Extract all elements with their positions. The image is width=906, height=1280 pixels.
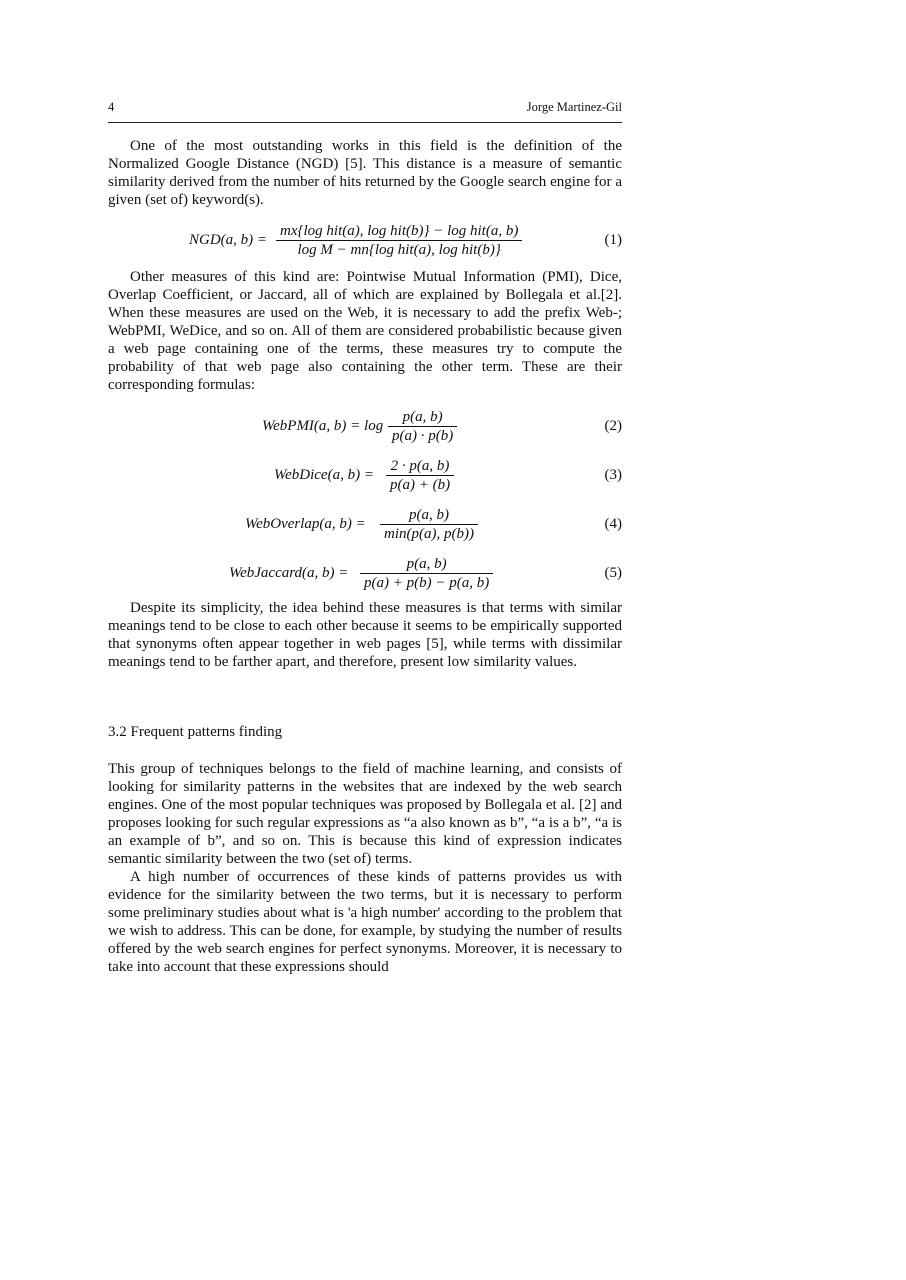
paragraph-other-measures: Other measures of this kind are: Pointwise Mutual Information (PMI), Dice, Overlap Coefficient, or Jaccard, all of which are explained by Bollegala et al.[2]. When these measures are used on the Web, it is necessary to add the prefix Web-; WebPMI, WeDice, and so on. All of them are considered probabilistic because given a web page containing one of the terms, these measures try to compute the probability of that web page also containing the other term. These are their corresponding formulas:: [108, 269, 622, 393]
header-rule: [108, 122, 622, 123]
equation-2-numerator: p(a, b): [402, 409, 443, 425]
equation-1-numerator: mx{log hit(a), log hit(b)} − log hit(a, b): [280, 223, 519, 239]
paragraph-ngd-intro: One of the most outstanding works in this field is the definition of the Normalized Google Distance (NGD) [5]. This distance is a measure of semantic similarity derived from the number of hits returned by the Google search engine for a given (set of) keyword(s).: [108, 138, 622, 208]
equation-4: [108, 506, 622, 546]
equation-3: [108, 457, 622, 497]
equation-4-number: (4): [604, 516, 622, 532]
equation-3-fraction: [386, 457, 454, 494]
equation-1: [108, 222, 622, 262]
equation-1-fraction: [276, 222, 522, 259]
equation-2: [108, 408, 622, 448]
equation-5: [108, 555, 622, 595]
equation-5-fraction: [360, 555, 493, 592]
section-heading: 3.2 Frequent patterns finding: [108, 724, 283, 740]
paragraph-simplicity: Despite its simplicity, the idea behind these measures is that terms with similar meanings tend to be close to each other because it seems to be empirically supported that synonyms often appear together in web pages [5], while terms with dissimilar meanings tend to be farther apart, and therefore, present low similarity values.: [108, 600, 622, 670]
equation-1-denominator: log M − mn{log hit(a), log hit(b)}: [276, 240, 522, 259]
equation-5-number: (5): [604, 565, 622, 581]
equation-5-lhs: WebJaccard(a, b) =: [229, 565, 349, 581]
page-number: 4: [108, 100, 115, 114]
paragraph-patterns: This group of techniques belongs to the field of machine learning, and consists of looking for similarity patterns in the websites that are indexed by the web search engines. One of the most popular techniques was proposed by Bollegala et al. [2] and proposes looking for such regular expressions as “a also known as b”, “a is a b”, “a is an example of b”, and so on. This is because this kind of expression indicates semantic similarity between the two (set of) terms.: [108, 761, 622, 867]
equation-2-lhs: WebPMI(a, b) = log: [262, 418, 384, 434]
equation-4-lhs: WebOverlap(a, b) =: [245, 516, 366, 532]
equation-1-lhs: NGD(a, b) =: [189, 232, 268, 248]
running-author: Jorge Martinez-Gil: [526, 100, 622, 114]
equation-5-denominator: p(a) + p(b) − p(a, b): [360, 573, 493, 592]
equation-4-numerator: p(a, b): [408, 507, 449, 523]
equation-3-lhs: WebDice(a, b) =: [274, 467, 374, 483]
paragraph-occurrences: A high number of occurrences of these kinds of patterns provides us with evidence for the similarity between the two terms, but it is necessary to perform some preliminary studies about what is 'a high number' according to the problem that we wish to address. This can be done, for example, by studying the number of results offered by the web search engines for perfect synonyms. Moreover, it is necessary to take into account that these expressions should: [108, 869, 622, 975]
equation-5-numerator: p(a, b): [406, 556, 447, 572]
equation-4-fraction: [380, 506, 478, 543]
equation-3-number: (3): [604, 467, 622, 483]
equation-1-number: (1): [604, 232, 622, 248]
equation-2-number: (2): [604, 418, 622, 434]
equation-3-numerator: 2 · p(a, b): [390, 458, 450, 474]
equation-2-fraction: [388, 408, 457, 445]
equation-4-denominator: min(p(a), p(b)): [380, 524, 478, 543]
equation-2-denominator: p(a) · p(b): [388, 426, 457, 445]
equation-3-denominator: p(a) + (b): [386, 475, 454, 494]
